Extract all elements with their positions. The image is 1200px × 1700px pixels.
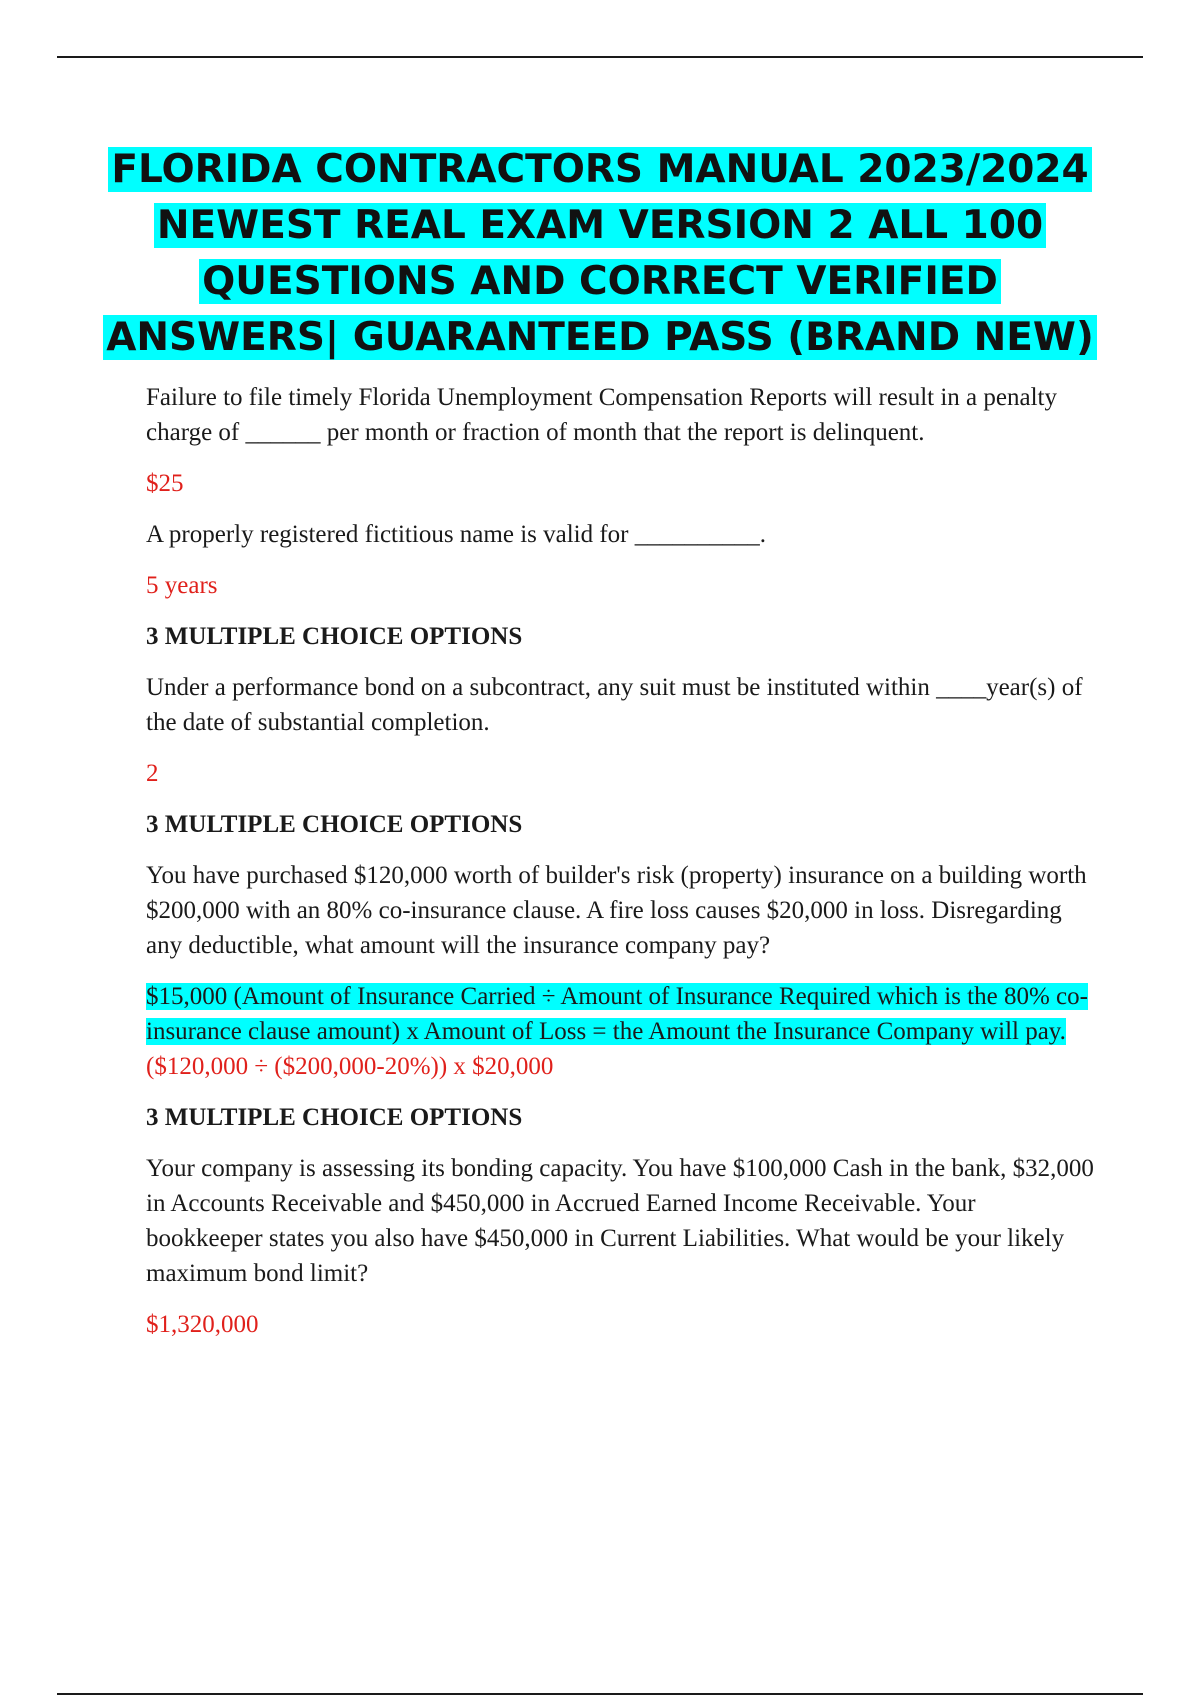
answer-1: $25 — [146, 470, 184, 497]
question-5: Your company is assessing its bonding capacity. You have $100,000 Cash in the bank, $32,000 in Accounts Receivable and $450,000 in Accrued Earned Income Receivable. Your bookkeeper states you also have $450,000 in Current Liabilities. What would be your likely maximum bond limit? — [146, 1155, 1094, 1287]
question-3: Under a performance bond on a subcontract, any suit must be instituted within ____year(s) of the date of substantial completion. — [146, 674, 1083, 736]
title-line-1: FLORIDA CONTRACTORS MANUAL 2023/2024 — [108, 147, 1091, 192]
mc-label-2: 3 MULTIPLE CHOICE OPTIONS — [146, 811, 523, 838]
answer-4-formula: ($120,000 ÷ ($200,000-20%)) x $20,000 — [146, 1053, 554, 1080]
question-2: A properly registered fictitious name is valid for __________. — [146, 521, 767, 548]
answer-3: 2 — [146, 760, 159, 787]
mc-label-1: 3 MULTIPLE CHOICE OPTIONS — [146, 623, 523, 650]
answer-4-explanation — [146, 979, 1096, 1049]
document-title — [100, 142, 1100, 366]
title-line-4: ANSWERS| GUARANTEED PASS (BRAND NEW) — [103, 315, 1097, 360]
bottom-rule — [57, 1693, 1143, 1695]
answer-4-highlight: $15,000 (Amount of Insurance Carried ÷ Amount of Insurance Required which is the 80% co-insurance clause amount) x Amount of Loss = the Amount the Insurance Company will pay. — [146, 983, 1088, 1045]
mc-label-3: 3 MULTIPLE CHOICE OPTIONS — [146, 1104, 523, 1131]
answer-2: 5 years — [146, 572, 218, 599]
title-line-3: QUESTIONS AND CORRECT VERIFIED — [199, 259, 1001, 304]
question-1: Failure to file timely Florida Unemployment Compensation Reports will result in a penalty charge of ______ per month or fraction of month that the report is delinquent. — [146, 384, 1057, 446]
document-body — [146, 380, 1096, 1358]
title-line-2: NEWEST REAL EXAM VERSION 2 ALL 100 — [154, 203, 1046, 248]
top-rule — [57, 56, 1143, 58]
question-4: You have purchased $120,000 worth of builder's risk (property) insurance on a building worth $200,000 with an 80% co-insurance clause. A fire loss causes $20,000 in loss. Disregarding any deductible, what amount will the insurance company pay? — [146, 862, 1087, 959]
answer-5: $1,320,000 — [146, 1311, 259, 1338]
